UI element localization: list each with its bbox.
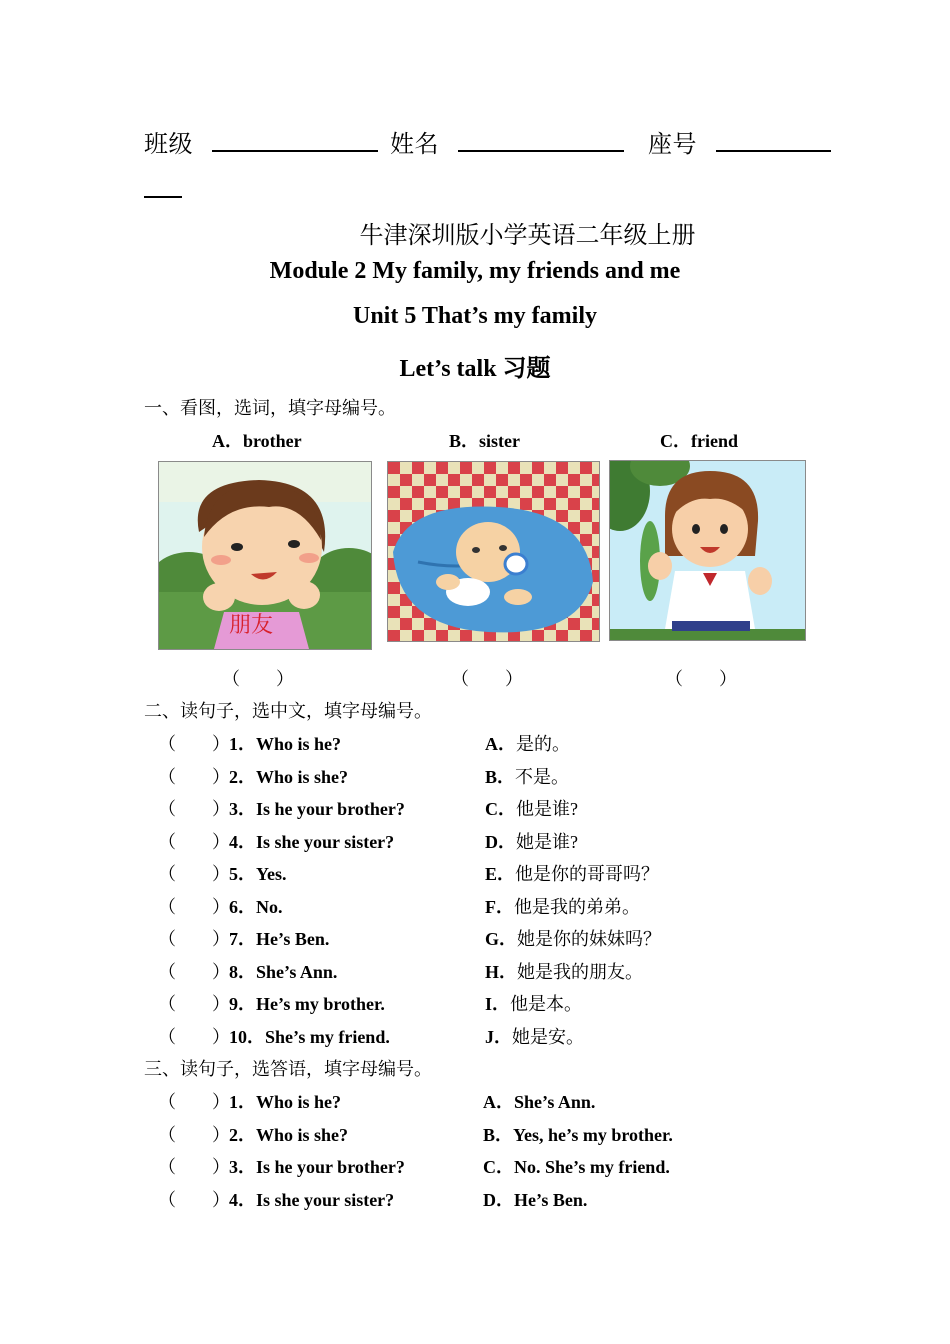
s2-question: 4．Is she your sister? [229,831,395,852]
s2-choice [485,1023,584,1049]
s3-question: 1．Who is he? [229,1092,342,1112]
s2-choice [485,990,582,1016]
s2-choice [485,925,661,951]
baby-illustration [388,462,599,641]
s3-answer-paren[interactable]: （ ） [158,1124,230,1145]
s2-choice-letter: J． [485,1026,512,1047]
s2-choice-chinese: 他是我的弟弟。 [514,896,640,917]
s2-choice-chinese: 她是安。 [512,1026,584,1047]
friend-girl-illustration [159,462,371,649]
s2-question: 7．He’s Ben. [229,929,330,949]
class-label: 班级 [144,132,193,158]
s2-choice-chinese: 他是谁? [516,799,578,819]
s2-answer-paren[interactable]: （ ） [158,1026,230,1047]
s2-choice-chinese: 他是你的哥哥吗？ [515,864,660,884]
s3-question: 2．Who is she? [229,1124,349,1145]
s2-answer-paren[interactable]: （ ） [158,994,230,1014]
seat-label: 座号 [648,132,697,158]
s2-answer-paren[interactable]: （ ） [158,734,230,754]
lesson-title: Let’s talk 习题 [399,356,551,382]
s3-reply-option: C．No. She’s my friend. [483,1157,670,1177]
s2-question: 2．Who is she? [229,766,349,787]
s2-choice [485,958,643,984]
picture-waving-girl [609,460,806,641]
section3-heading: 三、读句子，选答语，填字母编号。 [144,1059,432,1079]
unit-title: Unit 5 That’s my family [352,303,597,329]
class-blank[interactable] [212,126,378,152]
s2-answer-paren[interactable]: （ ） [158,831,230,852]
s2-choice-chinese: 是的。 [516,734,570,754]
s2-answer-paren[interactable]: （ ） [158,961,230,982]
option-a: A．brother [212,431,302,451]
s2-choice-letter: F． [485,896,514,917]
s2-choice [485,763,569,789]
seat-blank-continued[interactable] [144,178,182,198]
s2-answer-paren[interactable]: （ ） [158,799,230,819]
s3-answer-paren[interactable]: （ ） [158,1189,230,1210]
picture-caption: 朋友 [229,613,274,638]
s2-answer-paren[interactable]: （ ） [158,864,230,884]
s2-answer-paren[interactable]: （ ） [158,896,230,917]
option-c: C．friend [660,431,738,451]
s2-choice [485,828,578,854]
s2-question: 10．She’s my friend. [229,1026,390,1047]
answer-slot-c[interactable]: （ ） [665,669,737,689]
s3-question: 4．Is she your sister? [229,1189,395,1210]
s2-question: 3．Is he your brother? [229,799,405,819]
s2-choice-letter: G． [485,929,518,949]
book-title: 牛津深圳版小学英语二年级上册 [359,223,696,249]
s2-choice-letter: C． [485,799,516,819]
s2-choice-chinese: 她是我的朋友。 [517,961,644,982]
waving-girl-illustration [610,461,805,640]
s2-choice [485,860,659,886]
s2-answer-paren[interactable]: （ ） [158,766,230,787]
s2-question: 5．Yes. [229,864,287,884]
answer-slot-a[interactable]: （ ） [222,669,294,689]
answer-slot-b[interactable]: （ ） [451,669,523,689]
s2-question: 8．She’s Ann. [229,961,338,982]
s2-choice-letter: A． [485,734,516,754]
s2-question: 1．Who is he? [229,734,342,754]
section2-heading: 二、读句子，选中文，填字母编号。 [144,701,432,721]
s3-answer-paren[interactable]: （ ） [158,1157,230,1177]
s2-question: 6．No. [229,896,283,917]
seat-blank[interactable] [716,126,831,152]
s2-choice-chinese: 她是你的妹妹吗？ [517,929,662,949]
s3-reply-option: A．She’s Ann. [483,1092,596,1112]
s2-answer-paren[interactable]: （ ） [158,929,230,949]
s2-question: 9．He’s my brother. [229,994,385,1014]
s2-choice [485,893,640,919]
s2-choice-letter: D． [485,831,516,852]
s3-reply-option: D．He’s Ben. [483,1189,588,1210]
s2-choice-letter: E． [485,864,516,884]
s2-choice-chinese: 她是谁? [516,831,578,852]
s2-choice-chinese: 不是。 [515,766,570,787]
module-title: Module 2 My family, my friends and me [269,258,681,284]
section1-heading: 一、看图，选词，填字母编号。 [144,398,396,418]
s2-choice [485,795,578,821]
picture-baby [387,461,600,642]
s2-choice-letter: H． [485,961,518,982]
s3-answer-paren[interactable]: （ ） [158,1092,230,1112]
s2-choice-letter: I． [485,994,511,1014]
option-b: B．sister [449,431,520,451]
s3-question: 3．Is he your brother? [229,1157,405,1177]
student-info-line [144,124,831,159]
s2-choice-letter: B． [485,766,516,787]
picture-friend-girl [158,461,372,650]
s3-reply-option: B．Yes, he’s my brother. [483,1124,673,1145]
s2-choice [485,730,570,756]
name-label: 姓名 [390,132,439,158]
s2-choice-chinese: 他是本。 [510,994,583,1014]
name-blank[interactable] [458,126,624,152]
